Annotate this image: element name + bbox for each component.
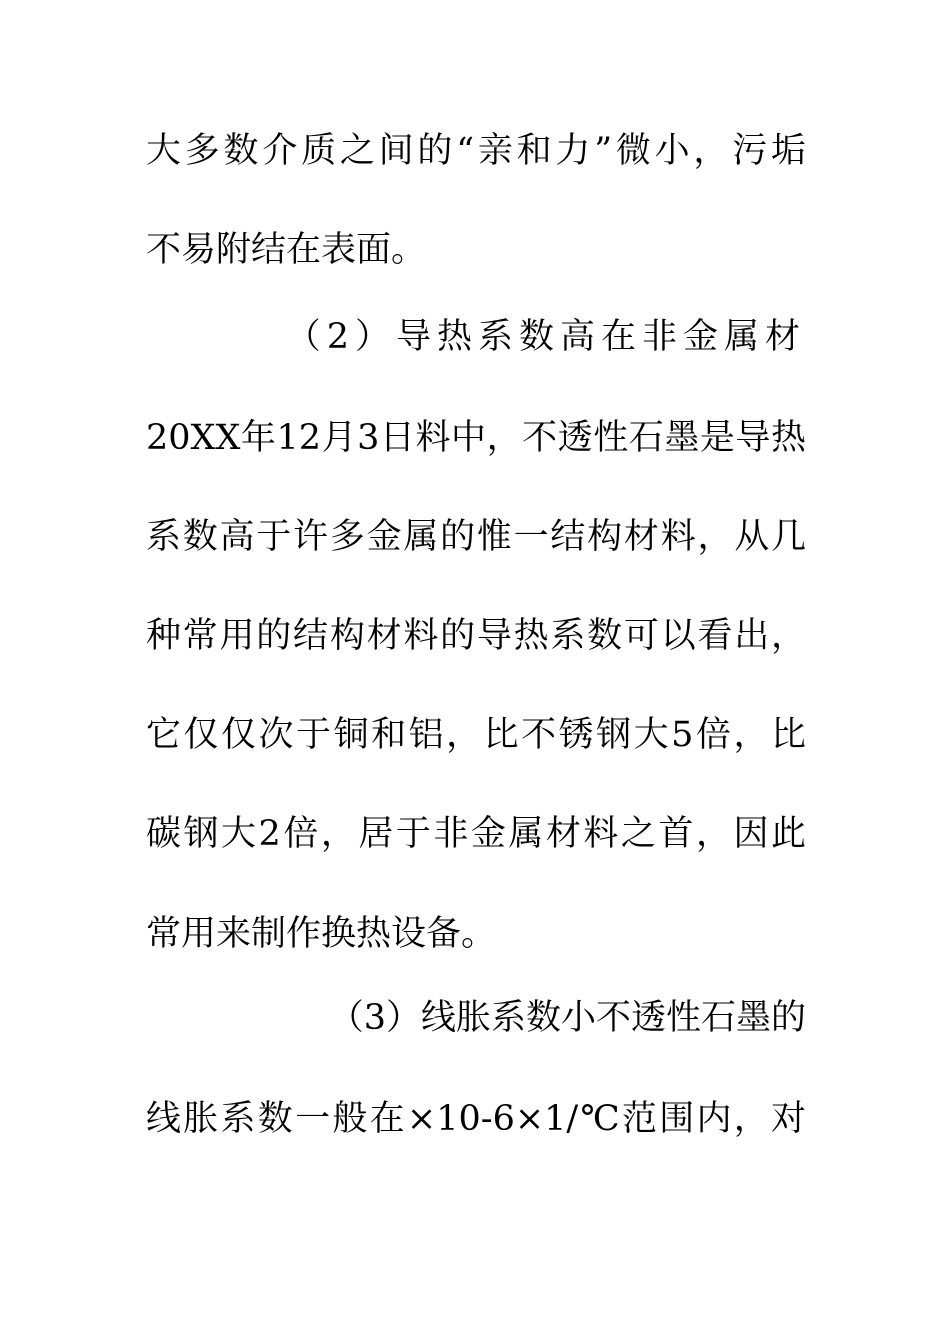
text-line-1: 大多数介质之间的“亲和力”微小，污垢 — [146, 131, 806, 171]
text-line-4: 20XX年12月3日料中，不透性石墨是导热 — [146, 418, 806, 458]
text-line-10: （3）线胀系数小不透性石墨的 — [328, 998, 806, 1038]
text-line-8: 碳钢大2倍，居于非金属材料之首，因此 — [146, 814, 806, 854]
text-line-5: 系数高于许多金属的惟一结构材料，从几 — [146, 517, 806, 557]
text-line-11: 线胀系数一般在×10-6×1/℃范围内，对 — [146, 1099, 806, 1139]
text-line-6: 种常用的结构材料的导热系数可以看出， — [146, 616, 806, 656]
text-line-7: 它仅仅次于铜和铝，比不锈钢大5倍，比 — [146, 715, 806, 755]
text-line-2: 不易附结在表面。 — [146, 230, 427, 270]
text-line-9: 常用来制作换热设备。 — [146, 914, 497, 954]
text-line-3: （2）导热系数高在非金属材 — [285, 317, 806, 357]
